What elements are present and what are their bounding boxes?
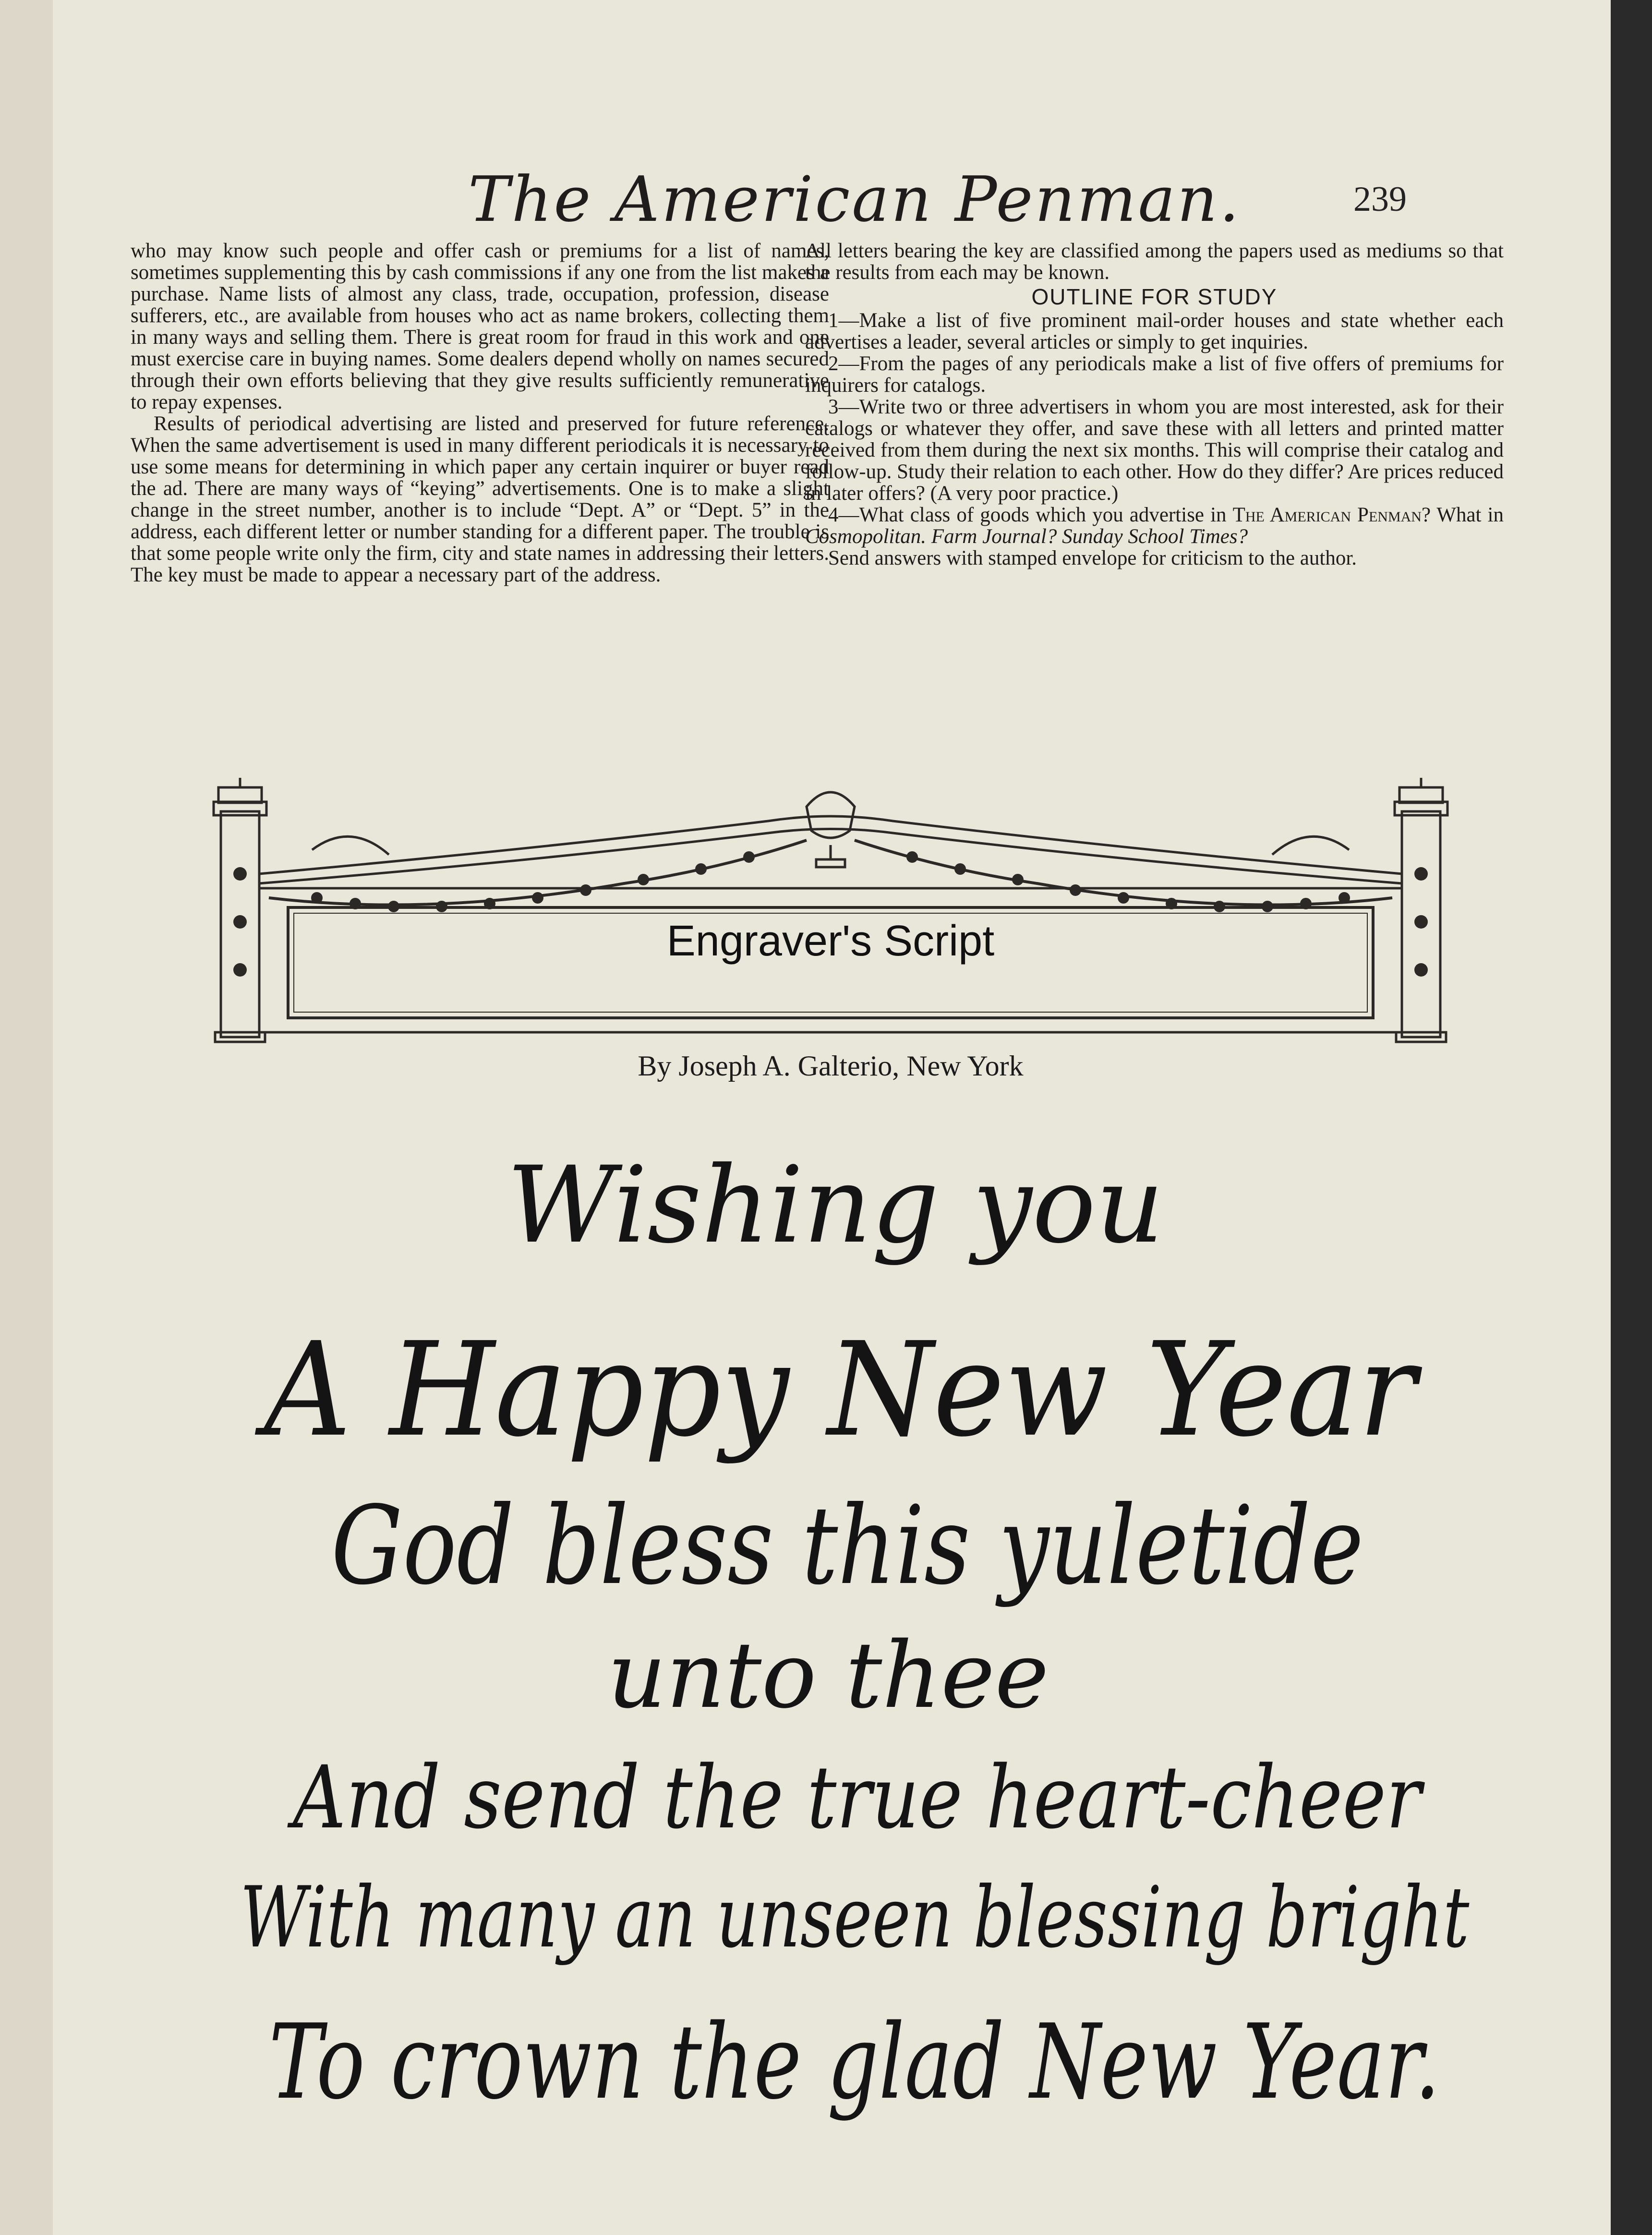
closing-note: Send answers with stamped envelope for criticism to the author. — [828, 547, 1357, 569]
banner-title: Engraver's Script — [666, 917, 995, 965]
study-item-4 — [805, 504, 1504, 547]
outline-heading: OUTLINE FOR STUDY — [1031, 284, 1278, 309]
study-item-2: 2—From the pages of any periodicals make a list of five offers of premiums for inquirers for catalogs. — [805, 352, 1504, 397]
script-line-7: To crown the glad New Year. — [269, 2002, 1440, 2122]
paragraph: who may know such people and offer cash or premiums for a list of names, sometimes supplementing this by cash commissions if any one from the list makes a purchase. Name lists of almost any class, trade, occupation, profession, disease sufferers, etc., are available from houses who act as name brokers, collecting them in many ways and selling them. There is great room for fraud in this work and one must exercise care in buying names. Some dealers depend wholly on names secured through their own efforts believing that they give results sufficiently remunerative to repay expenses. — [131, 240, 829, 413]
masthead: The American Penman. — [468, 163, 1241, 236]
binding-edge — [0, 0, 55, 2235]
paragraph: All letters bearing the key are classified among the papers used as mediums so that the results from each may be known. — [805, 240, 1504, 284]
item4-periodicals: Cosmopolitan. Farm Journal? Sunday School Times? — [805, 525, 1248, 548]
left-column — [131, 240, 829, 586]
study-item-3: 3—Write two or three advertisers in whom you are most interested, ask for their catalogs or whatever they offer, and save these with all letters and printed matter received from them during the next six months. This will comprise their catalog and follow-up. Study their relation to each other. How do they differ? Are prices reduced in later offers? (A very poor practice.) — [805, 396, 1504, 505]
script-line-4: unto thee — [607, 1622, 1049, 1728]
item4-text: 4—What class of goods which you advertise in — [828, 504, 1233, 526]
byline: By Joseph A. Galterio, New York — [638, 1050, 1024, 1082]
script-line-5: And send the true heart-cheer — [293, 1748, 1422, 1848]
study-item-1: 1—Make a list of five prominent mail-order houses and state whether each advertises a leader, several articles or simply to get inquiries. — [805, 309, 1504, 353]
magazine-page — [53, 0, 1611, 2235]
item4-journal-name: The American Penman — [1232, 504, 1422, 526]
page-number: 239 — [1353, 180, 1407, 219]
script-line-3: God bless this yuletide — [331, 1483, 1364, 1609]
script-line-1: Wishing you — [506, 1144, 1164, 1267]
paragraph: Results of periodical advertising are listed and preserved for future reference. When the same advertisement is used in many different periodicals it is necessary to use some means for determining in which paper any certain inquirer or buyer read the ad. There are many ways of “keying” advertisements. One is to make a slight change in the street number, another is to include “Dept. A” or “Dept. 5” in the address, each different letter or number standing for a different paper. The trouble is that some people write only the firm, city and state names in addressing their letters. The key must be made to appear a necessary part of the address. — [131, 412, 829, 586]
script-line-6: With many an unseen blessing bright — [240, 1869, 1470, 1967]
item4-text-mid: ? What in — [1421, 504, 1504, 526]
right-column — [805, 240, 1504, 569]
script-line-2: A Happy New Year — [264, 1314, 1416, 1465]
